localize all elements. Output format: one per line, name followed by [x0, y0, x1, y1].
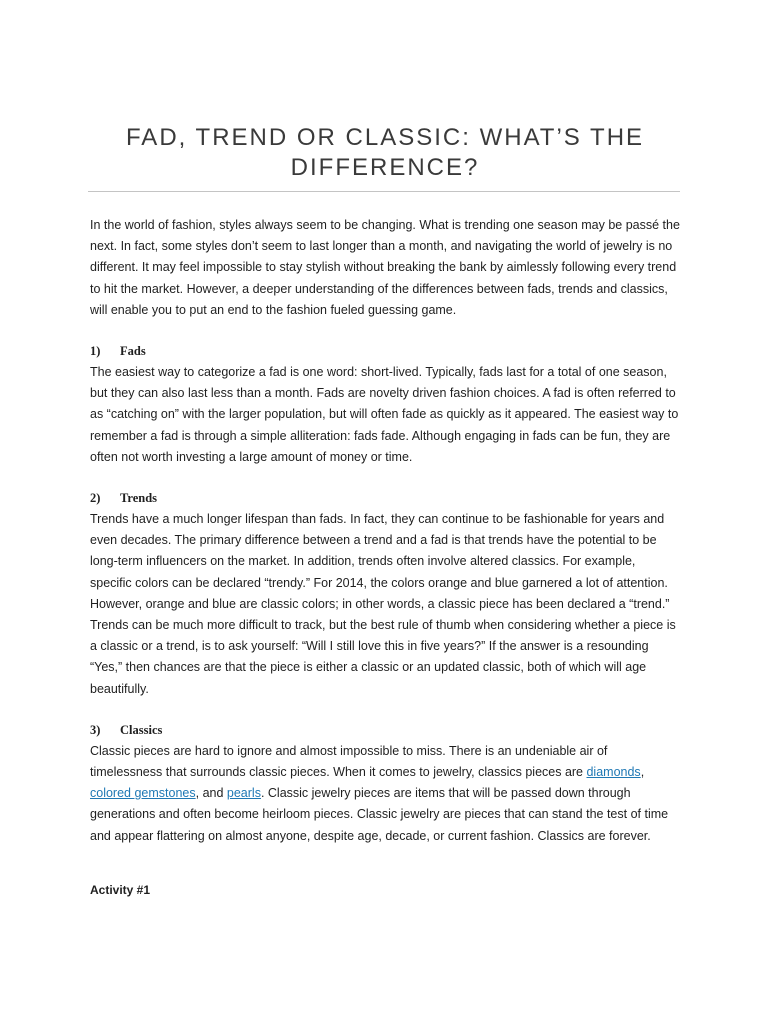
section-paragraph-fads: The easiest way to categorize a fad is one word: short-lived. Typically, fads last for a total of one season, but they can also last less than a month. Fads are novelty driven fashion choices. A fad is often referred to as “catching on” with the larger population, but will often fade as quickly as it appeared. The easiest way to remember a fad is through a simple alliteration: fads fade. Although engaging in fads can be fun, they are often not worth investing a large amount of money or time. [90, 365, 679, 464]
section-title: Trends [120, 491, 158, 506]
pearls-link[interactable]: pearls [226, 786, 261, 801]
link-separator: , [640, 765, 645, 780]
section-number: 1) [90, 344, 101, 359]
section-paragraph-classics [90, 741, 680, 847]
intro-paragraph: In the world of fashion, styles always seem to be changing. What is trending one season may be passé the next. In fact, some styles don’t seem to last longer than a month, and navigating the world of jewelry is no different. It may feel impossible to stay stylish without breaking the bank by aimlessly following every trend to hit the market. However, a deeper understanding of the differences between fads, trends and classics, will enable you to put an end to the fashion fueled guessing game. [90, 218, 680, 317]
page-title-line-2: DIFFERENCE? [290, 154, 480, 181]
section-heading-fads [90, 341, 680, 362]
document-page [90, 0, 680, 899]
link-separator: , and [195, 786, 227, 801]
activity-label: Activity #1 [90, 882, 151, 897]
page-title-line-1: FAD, TREND OR CLASSIC: WHAT’S THE [125, 124, 645, 151]
section-title: Classics [120, 722, 163, 737]
title-divider [88, 191, 680, 192]
section-number: 3) [90, 722, 101, 737]
diamonds-link[interactable]: diamonds [586, 765, 641, 780]
section-paragraph-trends: Trends have a much longer lifespan than fads. In fact, they can continue to be fashionable for years and even decades. The primary difference between a trend and a fad is that trends have the potential to be long-term influencers on the market. In addition, trends often involve altered classics. For example, specific colors can be declared “trendy.” For 2014, the colors orange and blue garnered a lot of attention. However, orange and blue are classic colors; in other words, a classic piece has been declared a “trend.” Trends can be much more difficult to track, but the best rule of thumb when considering whether a piece is a classic or a trend, is to ask yourself: “Will I still love this in five years?” If the answer is a resounding “Yes,” then chances are that the piece is either a classic or an updated classic, both of which will age beautifully. [90, 512, 676, 696]
page-title [90, 123, 680, 183]
classics-text-start: Classic pieces are hard to ignore and almost impossible to miss. There is an undeniable air of timelessness that surrounds classic pieces. When it comes to jewelry, classics pieces are [90, 743, 608, 780]
colored-gemstones-link[interactable]: colored gemstones [90, 786, 196, 801]
section-number: 2) [90, 491, 101, 506]
section-heading-trends [90, 488, 680, 509]
section-title: Fads [120, 344, 146, 359]
classics-text-end: . Classic jewelry pieces are items that will be passed down through generations and often become heirloom pieces. Classic jewelry are pieces that can stand the test of time and appear flattering on almost anyone, despite age, decade, or current fashion. Classics are forever. [90, 786, 669, 843]
section-heading-classics [90, 720, 680, 741]
